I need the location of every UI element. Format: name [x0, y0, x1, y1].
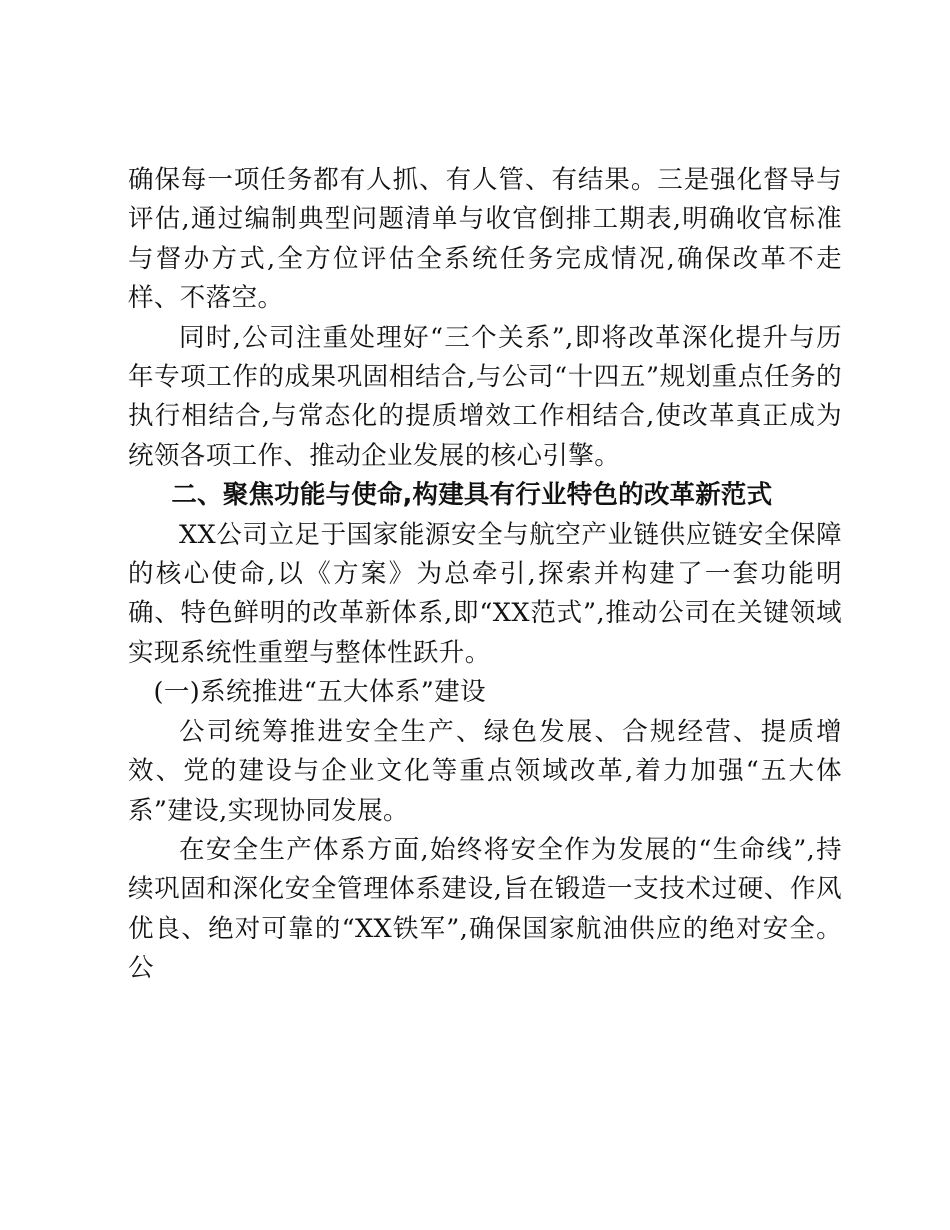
paragraph-five-systems: 公司统筹推进安全生产、绿色发展、合规经营、提质增效、党的建设与企业文化等重点领域改革,着力加强“五大体系”建设,实现协同发展。 — [128, 716, 842, 826]
paragraph-continuation: 确保每一项任务都有人抓、有人管、有结果。三是强化督导与评估,通过编制典型问题清单与收官倒排工期表,明确收官标准与督办方式,全方位评估全系统任务完成情况,确保改革不走样、不落空。 — [128, 165, 842, 314]
subsection-heading-1: (一)系统推进“五大体系”建设 — [153, 677, 486, 708]
paragraph-three-relations: 同时,公司注重处理好“三个关系”,即将改革深化提升与历年专项工作的成果巩固相结合,与公司“十四五”规划重点任务的执行相结合,与常态化的提质增效工作相结合,使改革真正成为统领各项工作、推动企业发展的核心引擎。 — [128, 322, 842, 471]
paragraph-safety-production: 在安全生产体系方面,始终将安全作为发展的“生命线”,持续巩固和深化安全管理体系建设,旨在锻造一支技术过硬、作风优良、绝对可靠的“XX铁军”,确保国家航油供应的绝对安全。公 — [128, 834, 842, 984]
document-body — [128, 161, 842, 989]
paragraph-xx-paradigm: XX公司立足于国家能源安全与航空产业链供应链安全保障的核心使命,以《方案》为总牵引,探索并构建了一套功能明确、特色鲜明的改革新体系,即“XX范式”,推动公司在关键领域实现系统性重塑与整体性跃升。 — [128, 519, 842, 668]
section-heading-2: 二、聚焦功能与使命,构建具有行业特色的改革新范式 — [171, 480, 773, 511]
